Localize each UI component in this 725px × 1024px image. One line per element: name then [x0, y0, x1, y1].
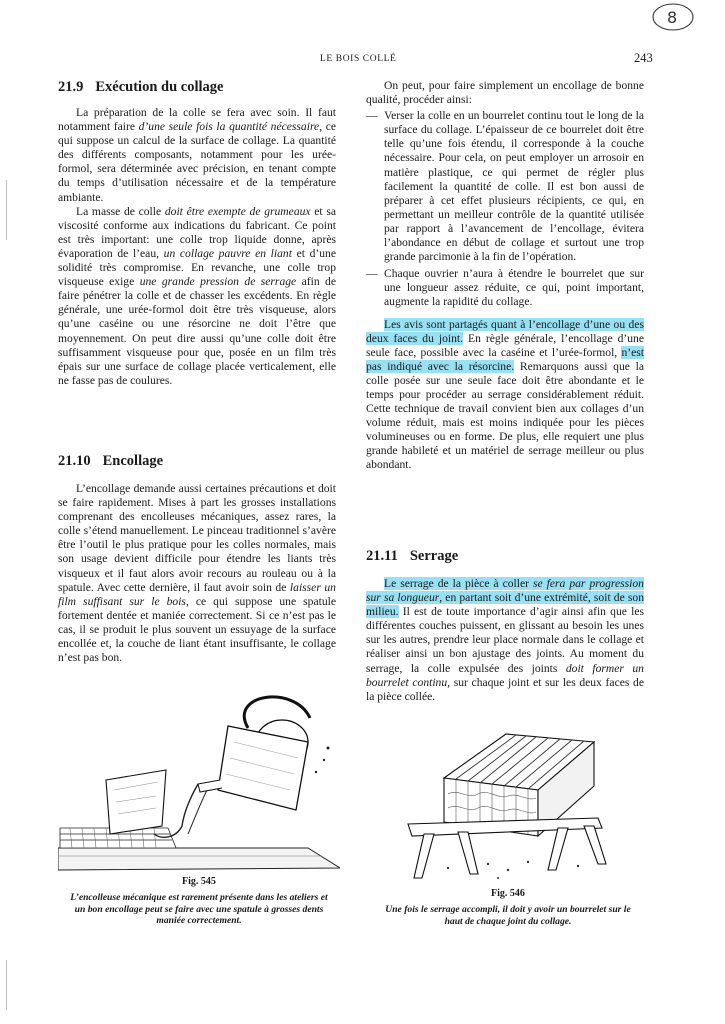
figure-546-caption: Une fois le serrage accompli, il doit y avoir un bourrelet sur le haut de chaque joint du collage.	[385, 904, 631, 927]
section-heading-21-9	[58, 79, 223, 96]
paragraph-highlighted: Le serrage de la pièce à coller se fera par progression sur sa longueur, en partant soit d’une extrémité, soit de son milieu. Il est de toute importance d’agir ainsi afin que les différentes couches puissent, en glissant au besoin les unes sur les autres, prendre leur place normale dans le collage et réaliser ainsi un bon ajustage des joints. Au moment du serrage, la colle expulsée des joints doit former un bourrelet continu, sur chaque joint et sur les deux faces de la pièce collée.	[366, 577, 644, 703]
paragraph: L’encollage demande aussi certaines précautions et doit se faire rapidement. Mises à part les grosses installations comprenant des encolleuses mécaniques, assez rares, la colle s’étend manuellement. Le pinceau traditionnel s’avère être l’outil le plus pratique pour les colles normales, mais son usage devient difficile pour étendre les liants très visqueux et il faut alors avoir recours au rouleau ou à la spatule. Avec cette dernière, il faut avoir soin de laisser un film suffisant sur le bois, ce qui suppose une spatule fortement dentée et maniée correctement. Si ce n’est pas le cas, il se produit le plus souvent un essuyage de la surface encollée et, la couche de liant étant insuffisante, le collage n’est pas bon.	[58, 482, 336, 665]
section-number: 21.10	[58, 453, 91, 469]
section-heading-21-10	[58, 453, 163, 470]
section-number: 21.9	[58, 79, 84, 95]
figure-546-label: Fig. 546	[491, 888, 525, 899]
section-title: Exécution du collage	[95, 79, 224, 95]
figure-546-illustration	[388, 728, 628, 888]
handwritten-page-mark	[650, 2, 696, 32]
highlighted-text: Les avis sont partagés quant à l’encollage d’une ou des deux faces du joint.	[366, 317, 644, 345]
section-heading-21-11	[366, 548, 458, 565]
highlighted-text: se fera par progression sur sa longueur	[366, 577, 644, 605]
section-title: Serrage	[409, 548, 459, 564]
figure-545-caption: L’encolleuse mécanique est rarement présente dans les ateliers et un bon encollage peut se faire avec une spatule à grosses dents maniée correctement.	[70, 892, 328, 927]
list-item: — Verser la colle en un bourrelet continu tout le long de la surface du collage. L’épaisseur de ce bourrelet doit être telle qu’une fois étendu, il corresponde à la couche nécessaire. Pour cela, on peut employer un arrosoir en matière plastique, ce qui permet de régler plus facilement la quantité de colle. Il est bon aussi de préparer à cet effet plusieurs récipients, ce qui, en permettant un meilleur contrôle de la quantité utilisée par rapport à l’avancement de l’encollage, évitera l’abondance en début de collage et surtout une trop grande parcimonie à la fin de l’opération.	[366, 109, 644, 264]
paragraph: La préparation de la colle se fera avec soin. Il faut notamment faire d’une seule fois la quantité nécessaire, ce qui suppose un calcul de la surface de collage. La quantité des différents composants, notamment pour les urée-formol, sera déterminée avec précision, en tenant compte du temps d’utilisation nécessaire et de la température ambiante.	[58, 106, 336, 204]
paragraph: On peut, pour faire simplement un encollage de bonne qualité, procéder ainsi:	[366, 79, 644, 107]
section-title: Encollage	[102, 453, 164, 469]
scan-margin-mark	[6, 960, 7, 1010]
svg-text:8: 8	[667, 8, 678, 27]
list-item: — Chaque ouvrier n’aura à étendre le bourrelet que sur une longueur assez réduite, ce qui, point important, augmente la rapidité du collage.	[366, 267, 644, 309]
section-21-11-body	[366, 577, 644, 704]
figure-545-illustration	[58, 688, 340, 878]
scan-margin-mark	[6, 180, 7, 240]
paragraph-highlighted: Les avis sont partagés quant à l’encollage d’une ou des deux faces du joint. En règle générale, l’encollage d’une seule face, possible avec la caséine et l’urée-formol, n’est pas indiqué avec la résorcine. Remarquons aussi que la colle posée sur une seule face doit être abondante et le temps pour procéder au serrage considérablement réduit. Cette technique de travail convient bien aux collages d’un volume réduit, mais est moins indiquée pour les pièces volumineuses ou en forme. De plus, elle requiert une plus grande habileté et un matériel de serrage meilleur ou plus abondant.	[366, 317, 644, 472]
figure-545-label: Fig. 545	[182, 876, 216, 887]
right-column-body	[366, 79, 644, 473]
highlighted-text: , en partant soit d’une extrémité, soit de son milieu.	[366, 591, 644, 619]
highlighted-text: n’est pas indiqué avec la résorcine.	[366, 345, 644, 373]
running-title: LE BOIS COLLÉ	[320, 54, 397, 64]
page-number: 243	[634, 51, 653, 65]
section-21-9-body	[58, 106, 336, 388]
paragraph: La masse de colle doit être exempte de grumeaux et sa viscosité conforme aux indications du fabricant. Ce point est très important: une colle trop liquide donne, après évaporation de l’eau, un collage pauvre en liant et d’une solidité très compromise. En revanche, une colle trop visqueuse exige une grande pression de serrage afin de faire pénétrer la colle et de chasser les excédents. En règle générale, une urée-formol doit être très visqueuse, alors qu’une caséine ou une résorcine ne doit l’être que moyennement. On peut dire aussi qu’une colle doit être suffisamment visqueuse pour que, posée en un film très épais sur une surface de collage placée verticalement, elle ne fasse pas de coulures.	[58, 204, 336, 387]
highlighted-text: Le serrage de la pièce à coller	[384, 577, 533, 590]
section-21-10-body	[58, 482, 336, 665]
section-number: 21.11	[366, 548, 398, 564]
